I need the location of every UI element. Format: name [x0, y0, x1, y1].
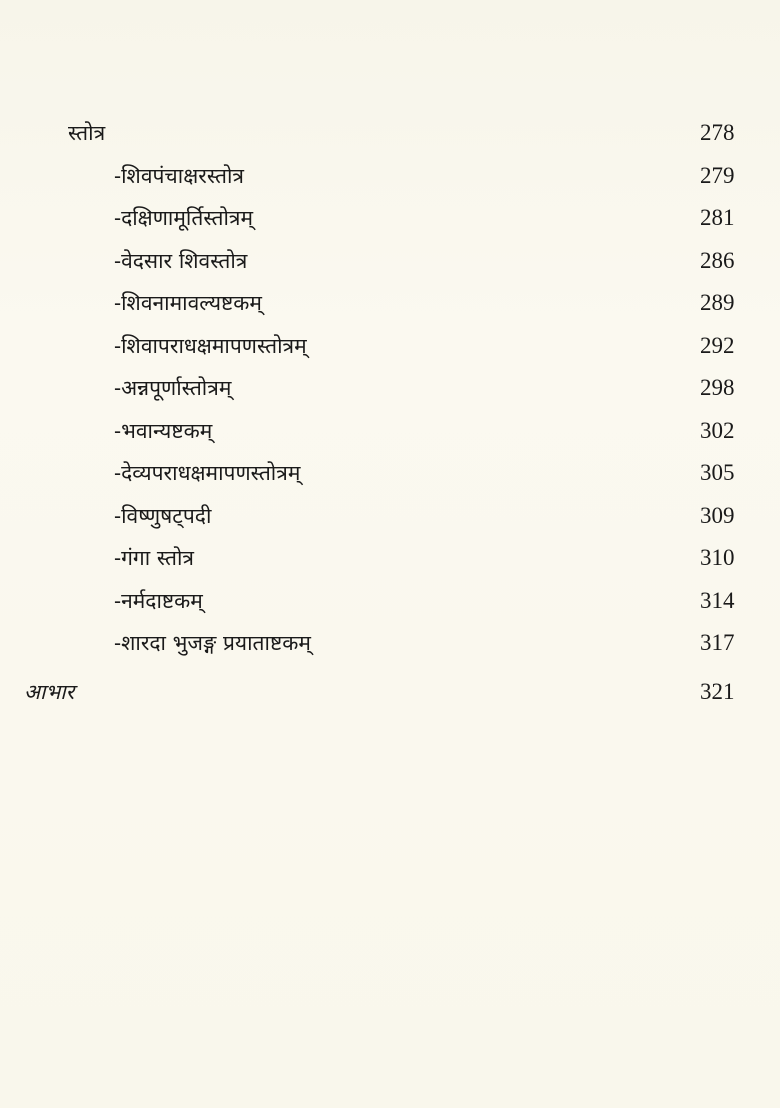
- toc-entry: [0, 410, 780, 453]
- toc-entry-page: 279: [700, 162, 735, 188]
- toc-entry: [0, 495, 780, 538]
- toc-entry-page: 286: [700, 247, 735, 273]
- toc-entry-page: 309: [700, 502, 735, 528]
- toc-entry: [0, 452, 780, 495]
- toc-entry-page: 310: [700, 545, 735, 570]
- toc-entry-label: -शिवनामावल्यष्टकम्: [114, 291, 262, 315]
- toc-entry-page: 321: [700, 678, 735, 704]
- toc-entry: [0, 325, 780, 368]
- toc-entry: [0, 622, 780, 665]
- toc-entry-label: -दक्षिणामूर्तिस्तोत्रम्: [114, 206, 254, 230]
- toc-entry-label: -गंगा स्तोत्र: [114, 546, 195, 570]
- toc-entry-page: 278: [700, 120, 735, 145]
- toc-entry-label: -वेदसार शिवस्तोत्र: [114, 248, 248, 273]
- toc-entry-label: -देव्यपराधक्षमापणस्तोत्रम्: [114, 461, 301, 485]
- toc-entry-page: 302: [700, 417, 735, 443]
- toc-entry: [0, 537, 780, 580]
- toc-entry-page: 298: [700, 375, 735, 400]
- toc-entry-label: स्तोत्र: [68, 121, 106, 145]
- toc-entry-label: -विष्णुषट्पदी: [114, 503, 212, 528]
- table-of-contents: [0, 112, 780, 713]
- toc-entry: [0, 155, 780, 198]
- toc-entry: [0, 282, 780, 325]
- toc-entry-label: -शिवापराधक्षमापणस्तोत्रम्: [114, 333, 307, 358]
- toc-entry: [0, 197, 780, 240]
- toc-entry: [0, 367, 780, 410]
- toc-entry-label: -नर्मदाष्टकम्: [114, 588, 203, 613]
- toc-entry-page: 281: [700, 205, 735, 230]
- toc-entry-page: 317: [700, 630, 735, 655]
- toc-entry-page: 289: [700, 290, 735, 315]
- toc-entry-label: -भवान्यष्टकम्: [114, 418, 213, 443]
- toc-entry-label: आभार: [24, 679, 75, 704]
- toc-entry-page: 305: [700, 460, 735, 485]
- toc-entry-page: 292: [700, 332, 735, 358]
- toc-entry-label: -शिवपंचाक्षरस्तोत्र: [114, 163, 245, 188]
- toc-entry-acknowledgement: [0, 671, 780, 714]
- toc-entry: [0, 240, 780, 283]
- toc-entry: [0, 580, 780, 623]
- toc-entry-label: -शारदा भुजङ्ग प्रयाताष्टकम्: [114, 631, 311, 655]
- toc-entry-stotra: [0, 112, 780, 155]
- toc-entry-label: -अन्नपूर्णास्तोत्रम्: [114, 376, 232, 400]
- toc-entry-page: 314: [700, 587, 735, 613]
